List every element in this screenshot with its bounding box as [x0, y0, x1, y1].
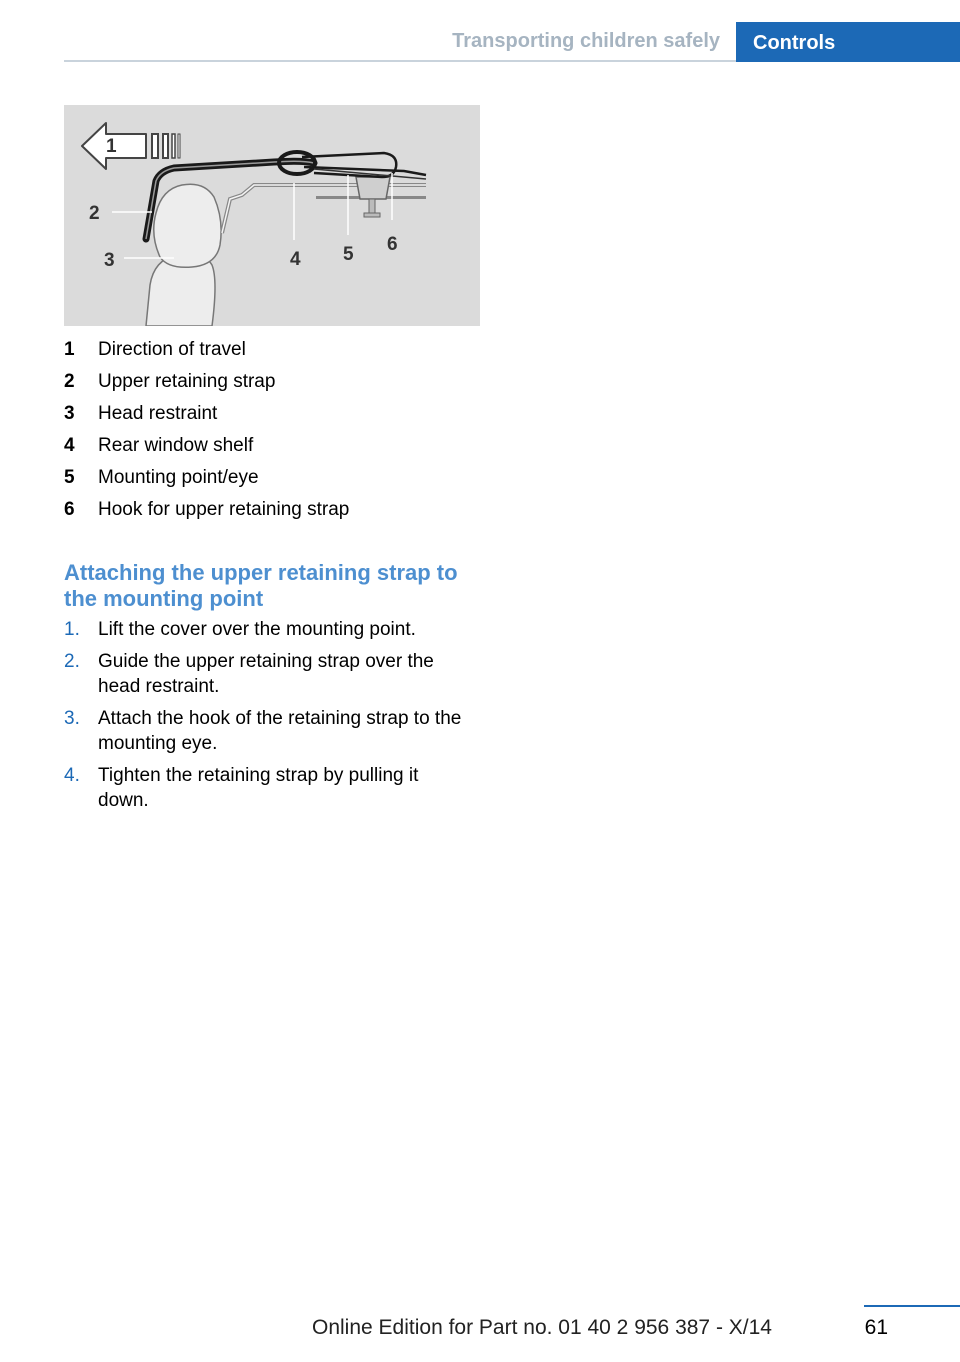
legend-number: 6	[64, 499, 75, 520]
instruction-steps	[64, 617, 484, 820]
step-text: Guide the upper retaining strap over the head restraint.	[98, 651, 434, 697]
header-section-title: Transporting children safely	[452, 30, 720, 52]
mounting-eye-shape	[356, 177, 390, 199]
step-item	[64, 649, 484, 699]
step-item	[64, 706, 484, 756]
callout-3: 3	[104, 250, 115, 271]
step-number: 3.	[64, 708, 80, 729]
legend-item	[64, 401, 484, 433]
step-number: 2.	[64, 651, 80, 672]
step-number: 1.	[64, 619, 80, 640]
step-text: Tighten the retaining strap by pulling it down.	[98, 765, 419, 811]
page-number: 61	[864, 1316, 888, 1339]
strap-diagram	[64, 105, 480, 326]
step-number: 4.	[64, 765, 80, 786]
callout-4: 4	[290, 249, 301, 270]
figure-legend	[64, 337, 484, 529]
legend-text: Rear window shelf	[98, 435, 254, 456]
legend-number: 1	[64, 339, 75, 360]
edition-note: Online Edition for Part no. 01 40 2 956 387 - X/14	[312, 1316, 772, 1339]
step-text: Lift the cover over the mounting point.	[98, 619, 416, 640]
footer-rule	[864, 1305, 960, 1307]
step-item	[64, 763, 484, 813]
head-restraint-shape	[154, 184, 221, 267]
legend-number: 2	[64, 371, 75, 392]
callout-1: 1	[106, 136, 117, 157]
step-text: Attach the hook of the retaining strap to the mounting eye.	[98, 708, 462, 754]
legend-number: 5	[64, 467, 75, 488]
legend-number: 4	[64, 435, 75, 456]
header-chapter-tab: Controls	[736, 22, 960, 62]
step-item	[64, 617, 484, 642]
callout-6: 6	[387, 234, 398, 255]
rear-shelf-shape	[222, 185, 426, 233]
callout-5: 5	[343, 244, 354, 265]
legend-text: Upper retaining strap	[98, 371, 276, 392]
legend-item	[64, 369, 484, 401]
legend-text: Hook for upper retaining strap	[98, 499, 350, 520]
legend-text: Head restraint	[98, 403, 218, 424]
strap-diagram-svg	[64, 105, 480, 326]
callout-2: 2	[89, 203, 100, 224]
legend-item	[64, 433, 484, 465]
legend-text: Mounting point/eye	[98, 467, 259, 488]
legend-text: Direction of travel	[98, 339, 246, 360]
direction-arrow-icon	[82, 123, 180, 169]
section-subheading: Attaching the upper retaining strap to the mounting point	[64, 560, 458, 611]
legend-number: 3	[64, 403, 75, 424]
legend-item	[64, 497, 484, 529]
legend-item	[64, 465, 484, 497]
legend-item	[64, 337, 484, 369]
